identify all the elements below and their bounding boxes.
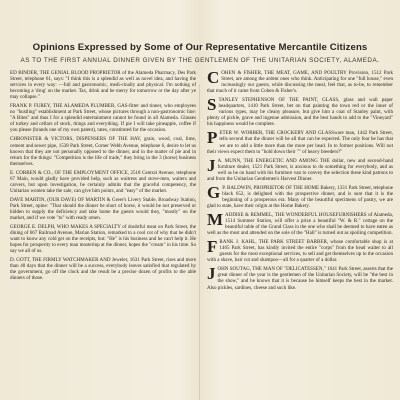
testimonial-text: OHN SOUTAG, THE MAN OF "DELICATESSEN," 1641 Park Street, asserts that the great dinner of the year is the gentlemen of the Unitarian Society, will be "the best in the show," and he knows that it is because he himself keeps the best in the market. Also pickles, sardines, cheese and such like. bbox=[207, 266, 393, 291]
testimonial-text: OHEN & FISHER, THE MEAT, GAME, AND POULTRY Provision, 1512 Park Street, are among the ardent ones who think. Anticipating for one "full house," even increasingly our guests, while discussing the meal, feel that, as to-be, to remember that much of it came from Cohen & Fisher's. bbox=[207, 70, 393, 95]
testimonial-entry bbox=[10, 257, 196, 281]
right-column bbox=[207, 70, 393, 294]
testimonial-text: ED BINDER, THE GENIAL BLOOD PROPRIETOR of the Alameda Pharmacy, Des Park Street, telephone 61, says: "I think this is a splendid as well as novel idea, and having the services in every way: —full and gastronomic, medi-cinally and physical. I'm nothing of becoming a 'drug' on the market. Tax, drink and be merry for tomorrow or the day after ye may collapse." bbox=[10, 70, 196, 101]
testimonial-text: D. GOTT, THE FIRMLY WATCHMAKER AND Jeweler, 1631 Park Street, rises and more than 40 days that the dinner will be a success, everybody leaves satisfied that regulated by the government, go off the clock and the result be a precise dozen of profits to the able dinners of those. bbox=[10, 257, 196, 282]
testimonial-entry bbox=[207, 130, 393, 154]
drop-cap: S bbox=[207, 97, 217, 115]
testimonial-text: A. MUNN, THE ENERGETIC AND AMONG THE dollar, new and second-hand furniture dealer, 1521 Park Street, is anxious to do something for everybody, and as well as be on hand with his furniture van to convey the selection these kind patrons to and from the Unitarian Gentlemen's Harvest Dinner. bbox=[207, 157, 393, 182]
drop-cap: P bbox=[207, 130, 218, 148]
testimonial-entry bbox=[207, 212, 393, 236]
testimonial-text: GEORGE E. DELPH, WHO MAKES A SPECIALTY of doubtful meat on Park Street, the dining of 667 Railroad Avenue, Marian Station, remarked to a cool cot of why that he didn't want to know any cold get on the receipts, but: "He" is his business and he can't help it. He hopes for prosperity to every man mosterinp at the dinner, hopes the "cream" in his time. So say we all of us. bbox=[10, 224, 196, 255]
testimonial-text: TANLEY STEPHENSON OF THE PAINT, GLASS, glass and wall paper headquarters, 1410 Park Street, bet on that painting the town red or the inner of various types, may be cleany pleasure, but give him a coat of Stanley paint, with plenty of pickle, grave and ingenue admission, and the best hands to add to the "Vineyard" his happiness would be complete. bbox=[207, 97, 393, 128]
testimonial-entry bbox=[207, 97, 393, 127]
testimonial-text: ETER W. WORBER, THE CROCKERY AND GLASSware man, 1442 Park Street, tells second that the dinner will be all that can be expected. The only fear he has that we are to add a little more than the more per head. In to former positions. Will not their views expect them to "hold down their "" of heavy breeders?" bbox=[207, 130, 393, 155]
drop-cap: J bbox=[207, 157, 216, 175]
testimonial-text: ADDISE & REMMEL, THE WONDERFUL HOUSEFURNISHERS of Alameda, 1514 Summer Station, will offer a prize a beautiful "W. & R." cottage on the beautiful table of the Grand Class in the one who shall be deemed to have eaten as well as the most and attended on the sole of the "Hall" is turned out as spoiling competition. bbox=[207, 211, 393, 237]
testimonial-entry bbox=[207, 185, 393, 209]
drop-cap: C bbox=[207, 70, 220, 87]
page-title: Opinions Expressed by Some of Our Representative Mercantile Citizens bbox=[32, 42, 368, 53]
drop-cap: F bbox=[207, 239, 218, 257]
testimonial-entry bbox=[207, 70, 393, 94]
testimonial-text: P. BALDWIN, PROPRIETOR OF THE HOME Bakery, 1331 Park Street, telephone black 652, is delighted with the prospective dinner, and is sure that it is the beginning of a prosperous era. Many of the beautiful specimens of pastry, we are glad to state, have their origin at the Home Bakery. bbox=[207, 184, 393, 209]
testimonial-entry bbox=[10, 103, 196, 133]
testimonial-entry bbox=[10, 197, 196, 221]
testimonial-entry bbox=[10, 70, 196, 100]
testimonial-entry bbox=[10, 224, 196, 254]
left-column bbox=[10, 70, 196, 285]
testimonial-text: E. CORBEN & CO., OF THE EMPLOYMENT OFFICE, 2518 Central Avenue, telephone 67 Main, would gladly have provided help, such as waitress and stove-men, waiters and carvers, but upon investigation, he certainly admits that the graceful competency, the Unitarian women take the sale, can give him points, and "easy" of the market. bbox=[10, 169, 196, 194]
testimonial-entry bbox=[207, 266, 393, 290]
testimonial-text: RANK J. KAHL, THE PARK STREET BARBER, whose comfortable shop is at 1465 Park Street, has kindly invited the entire "corps" from the head waiter to all guests for the most exceptional services, to sell and get themselves up to the occasion with a shave, hair cut and shampoo—all for a quarter of a dollar. bbox=[207, 239, 393, 264]
testimonial-entry bbox=[10, 136, 196, 166]
testimonial-entry bbox=[207, 158, 393, 182]
testimonial-entry bbox=[10, 170, 196, 194]
drop-cap: M bbox=[207, 211, 224, 229]
page-fold bbox=[199, 84, 200, 400]
testimonial-text: CHRONISTER & VICTORS, DISPENSERS OF THE HAY, grain, wood, coal, lime, cement and sewer pipe, 1538 Park Street, Corner Webb Avenue, telephone 6, desire to let us known that they are not personally opposed to the dinner, and in the matter of pie and in return for the things: "Competition is the life of trade," they bring in the 3 (horse) business themselves. bbox=[10, 136, 196, 167]
drop-cap: G bbox=[207, 184, 221, 202]
testimonial-text: DAVE MARTIN, (OUR DAVE) OF MARTIN & Greer's Livery Stable, Broadway Station, Park Street, opine: "That should the dinner be short of horse, it would be not preserved or hidden to supply the deficiency and take home the guests would they, "mostly" on the market, and if we vote "to" with ready omen. bbox=[10, 196, 196, 222]
testimonial-entry bbox=[207, 239, 393, 263]
drop-cap: J bbox=[207, 266, 216, 284]
testimonial-text: FRANK P. FUREY, THE ALAMEDA PLUMBER, GAS-fitter and tinner, who employees no "hustling" establishment at Park Street, whose pictures through a non-gastronomic line: "A Bites" and thus I for a splendid entertainment cannot be found in all Alameda. Glasses of turkey and cellars of stock, things and everything. If pie I will take pineapple, coffee if you please (brands one of my own patent), rates, constituted for the occasion. bbox=[10, 103, 196, 134]
page-subtitle: AS TO THE FIRST ANNUAL DINNER GIVEN BY THE GENTLEMEN OF THE UNITARIAN SOCIETY, ALAMEDA. bbox=[20, 57, 380, 64]
